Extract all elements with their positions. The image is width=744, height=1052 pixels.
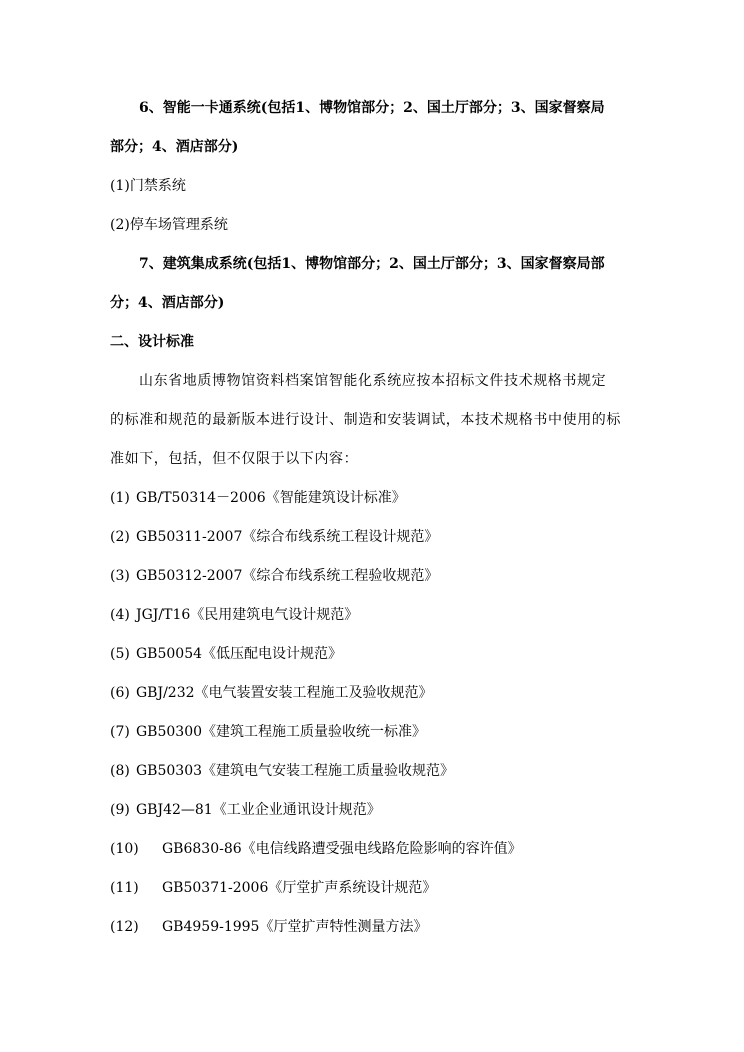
standard-number: (8) <box>110 763 130 779</box>
standard-number: (12) <box>110 919 139 935</box>
standard-number: (4) <box>110 607 130 623</box>
standard-text: GB/T50314－2006《智能建筑设计标准》 <box>136 490 406 506</box>
standard-item <box>110 840 522 858</box>
standard-item <box>110 723 426 741</box>
standard-number: (2) <box>110 529 130 545</box>
standard-text: GB50311-2007《综合布线系统工程设计规范》 <box>136 529 439 545</box>
standard-text: GB50300《建筑工程施工质量验收统一标准》 <box>136 724 427 740</box>
item6-sub-parking: (2)停车场管理系统 <box>110 217 228 233</box>
standard-number: (11) <box>110 880 139 896</box>
standard-number: (9) <box>110 802 130 818</box>
standard-number: (6) <box>110 685 130 701</box>
standard-number: (5) <box>110 646 130 662</box>
standard-text: GB50054《低压配电设计规范》 <box>136 646 343 662</box>
item7-heading-line2: 分；4、酒店部分) <box>110 295 225 311</box>
intro-paragraph-line2: 的标准和规范的最新版本进行设计、制造和安装调试，本技术规格书中使用的标 <box>110 412 621 428</box>
intro-paragraph-line3: 准如下，包括，但不仅限于以下内容： <box>110 451 359 467</box>
standard-text: GBJ42—81《工业企业通讯设计规范》 <box>136 802 381 818</box>
standard-item <box>110 762 454 780</box>
intro-paragraph-line1: 山东省地质博物馆资料档案馆智能化系统应按本招标文件技术规格书规定 <box>139 373 607 389</box>
standard-text: GB6830-86《电信线路遭受强电线路危险影响的容许值》 <box>162 841 522 857</box>
standard-item <box>110 528 438 546</box>
standard-number: (3) <box>110 568 130 584</box>
item6-heading-line1: 6、智能一卡通系统(包括1、博物馆部分；2、国土厅部分；3、国家督察局 <box>139 100 605 116</box>
standard-item <box>110 879 436 897</box>
standard-number: (7) <box>110 724 130 740</box>
item6-heading-line2: 部分；4、酒店部分) <box>110 139 239 155</box>
standard-item <box>110 606 358 624</box>
standard-item <box>110 489 406 507</box>
standard-item <box>110 645 342 663</box>
standard-text: JGJ/T16《民用建筑电气设计规范》 <box>136 607 359 623</box>
standard-item <box>110 801 381 819</box>
standard-number: (1) <box>110 490 130 506</box>
standard-text: GBJ/232《电气装置安装工程施工及验收规范》 <box>136 685 433 701</box>
standard-text: GB50371-2006《厅堂扩声系统设计规范》 <box>162 880 437 896</box>
standard-text: GB4959-1995《厅堂扩声特性测量方法》 <box>162 919 428 935</box>
section-heading-design-standards: 二、设计标准 <box>110 334 194 350</box>
standard-item <box>110 918 427 936</box>
standard-text: GB50303《建筑电气安装工程施工质量验收规范》 <box>136 763 455 779</box>
standard-item <box>110 567 438 585</box>
standard-text: GB50312-2007《综合布线系统工程验收规范》 <box>136 568 439 584</box>
item7-heading-line1: 7、建筑集成系统(包括1、博物馆部分；2、国土厅部分；3、国家督察局部 <box>139 256 605 272</box>
standard-number: (10) <box>110 841 139 857</box>
item6-sub-access-control: (1)门禁系统 <box>110 178 186 194</box>
standard-item <box>110 684 433 702</box>
